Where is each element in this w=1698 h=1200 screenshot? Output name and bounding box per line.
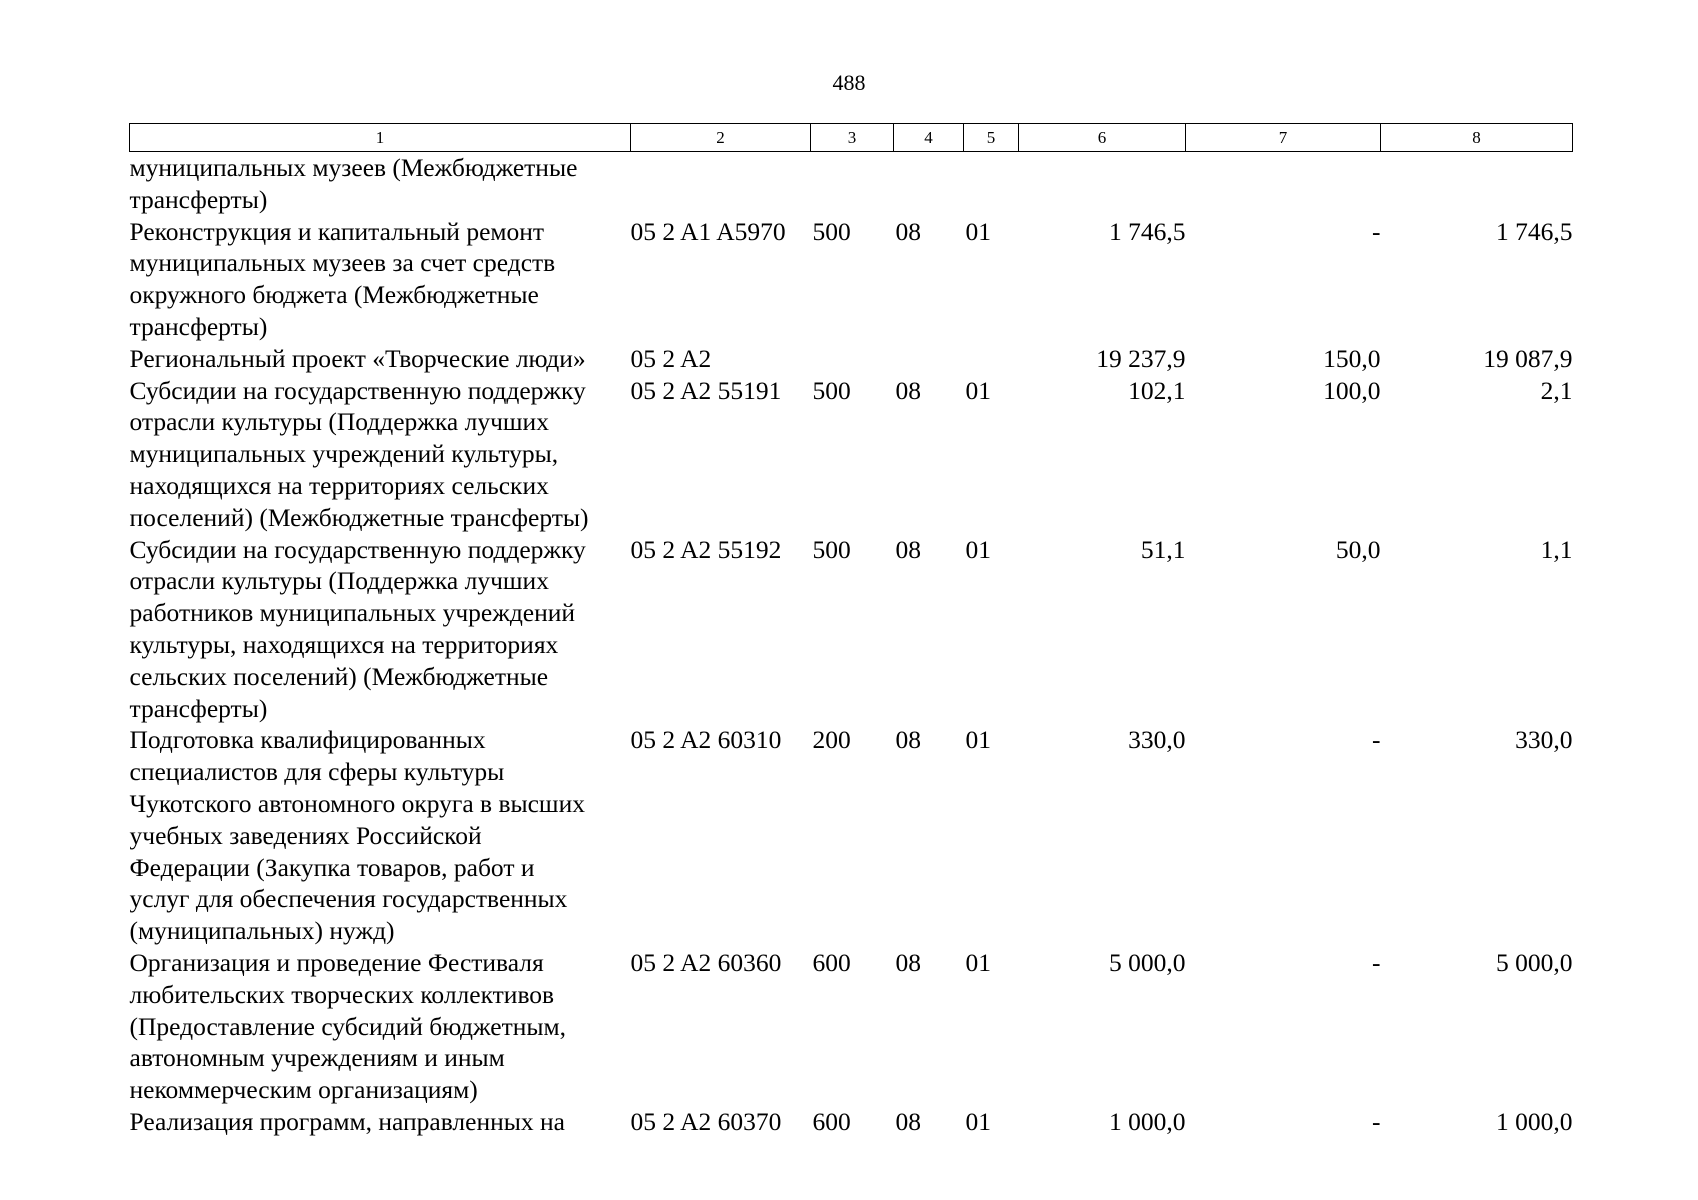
section-code: 08 [895,375,921,405]
description-line: Федерации (Закупка товаров, работ и [129,852,535,882]
section-code: 08 [895,216,921,246]
regional-amount: 2,1 [1540,375,1573,405]
row-description [130,152,631,216]
federal-amount [1186,152,1381,216]
table-row [130,534,1573,725]
total-amount: 1 746,5 [1109,216,1186,246]
total-amount: 1 000,0 [1109,1106,1186,1136]
row-description [130,534,631,725]
column-header: 8 [1381,124,1573,152]
expense-type-code [811,343,894,375]
description-line: муниципальных музеев за счет средств [129,248,556,278]
description-line: Реализация программ, направленных на [129,1106,565,1136]
column-header: 4 [894,124,964,152]
table-row [130,1106,1573,1138]
table-row [130,216,1573,343]
description-line: (муниципальных) нужд) [129,916,395,946]
column-header: 5 [964,124,1019,152]
section-code: 08 [895,1106,921,1136]
description-line: услуг для обеспечения государственных [129,884,568,914]
row-description [130,343,631,375]
column-header: 6 [1019,124,1186,152]
column-number-header-row [130,124,1573,152]
description-line: Реконструкция и капитальный ремонт [129,216,545,246]
expense-type-code: 200 [812,725,851,755]
description-line: работников муниципальных учреждений [129,598,576,628]
expense-type-code: 600 [812,1106,851,1136]
subsection-code: 01 [965,1106,991,1136]
row-description [130,1106,631,1138]
description-line: трансферты) [129,311,268,341]
regional-amount: 1 746,5 [1496,216,1573,246]
expense-type-code: 500 [812,534,851,564]
expense-type-code [811,152,894,216]
subsection-code [964,343,1019,375]
table-row [130,375,1573,534]
expense-type-code: 600 [812,947,851,977]
subsection-code: 01 [965,725,991,755]
table-row [130,947,1573,1106]
expense-type-code: 500 [812,216,851,246]
federal-amount: - [1372,947,1381,977]
description-line: трансферты) [129,184,268,214]
federal-amount: - [1372,1106,1381,1136]
column-header: 2 [631,124,811,152]
budget-classification-code: 05 2 A2 [630,343,712,373]
description-line: любительских творческих коллективов [129,979,555,1009]
column-header: 7 [1186,124,1381,152]
subsection-code: 01 [965,534,991,564]
description-line: трансферты) [129,693,268,723]
description-line: автономным учреждениям и иным [129,1043,505,1073]
regional-amount: 330,0 [1515,725,1573,755]
description-line: специалистов для сферы культуры [129,757,505,787]
total-amount: 330,0 [1128,725,1186,755]
federal-amount: - [1372,725,1381,755]
subsection-code [964,152,1019,216]
description-line: Организация и проведение Фестиваля [129,947,544,977]
description-line: культуры, находящихся на территориях [129,629,559,659]
description-line: Субсидии на государственную поддержку [129,534,586,564]
row-description [130,947,631,1106]
description-line: муниципальных музеев (Межбюджетные [129,153,578,182]
description-line: Подготовка квалифицированных [129,725,486,755]
description-line: сельских поселений) (Межбюджетные [129,661,549,691]
row-description [130,216,631,343]
description-line: находящихся на территориях сельских [129,470,549,500]
federal-amount: - [1372,216,1381,246]
budget-classification-code [631,152,811,216]
regional-amount [1381,152,1573,216]
expense-type-code: 500 [812,375,851,405]
budget-classification-code: 05 2 A2 60310 [630,725,782,755]
budget-classification-code: 05 2 A2 60360 [630,947,782,977]
budget-classification-code: 05 2 A1 A5970 [630,216,786,246]
budget-classification-code: 05 2 A2 55192 [630,534,782,564]
description-line: Чукотского автономного округа в высших [129,788,585,818]
subsection-code: 01 [965,216,991,246]
section-code [894,152,964,216]
regional-amount: 1 000,0 [1496,1106,1573,1136]
regional-amount: 5 000,0 [1496,947,1573,977]
table-body [130,152,1573,1138]
description-line: муниципальных учреждений культуры, [129,439,559,469]
table-row [130,152,1573,216]
section-code: 08 [895,534,921,564]
table-row [130,343,1573,375]
total-amount: 19 237,9 [1096,343,1186,373]
section-code [894,343,964,375]
description-line: учебных заведениях Российской [129,820,482,850]
row-description [130,724,631,947]
description-line: (Предоставление субсидий бюджетным, [129,1011,567,1041]
table-row [130,724,1573,947]
total-amount: 51,1 [1140,534,1186,564]
column-header: 1 [130,124,631,152]
description-line: некоммерческим организациям) [129,1075,478,1105]
description-line: отрасли культуры (Поддержка лучших [129,566,549,596]
budget-classification-code: 05 2 A2 55191 [630,375,782,405]
federal-amount: 150,0 [1323,343,1381,373]
budget-classification-code: 05 2 A2 60370 [630,1106,782,1136]
description-line: Региональный проект «Творческие люди» [129,343,586,373]
subsection-code: 01 [965,947,991,977]
total-amount: 5 000,0 [1109,947,1186,977]
regional-amount: 19 087,9 [1483,343,1573,373]
federal-amount: 100,0 [1323,375,1381,405]
subsection-code: 01 [965,375,991,405]
federal-amount: 50,0 [1335,534,1381,564]
budget-table [129,123,1573,1138]
section-code: 08 [895,725,921,755]
description-line: Субсидии на государственную поддержку [129,375,586,405]
regional-amount: 1,1 [1540,534,1573,564]
row-description [130,375,631,534]
description-line: поселений) (Межбюджетные трансферты) [129,502,589,532]
page-number: 488 [832,70,866,95]
total-amount [1019,152,1186,216]
column-header: 3 [811,124,894,152]
section-code: 08 [895,947,921,977]
total-amount: 102,1 [1128,375,1186,405]
description-line: окружного бюджета (Межбюджетные [129,280,539,310]
description-line: отрасли культуры (Поддержка лучших [129,407,549,437]
